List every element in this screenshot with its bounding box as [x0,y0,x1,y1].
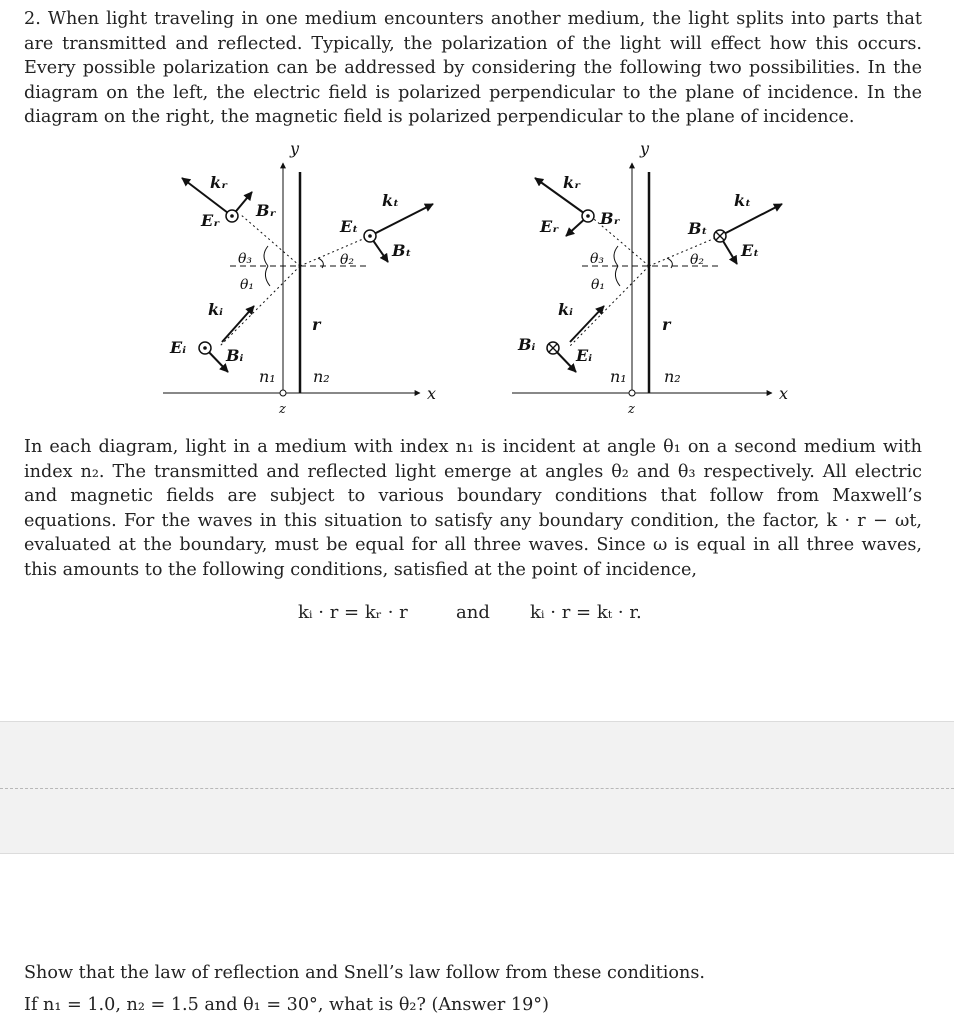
transmitted-ray-left [300,236,370,266]
k-t-arrow-left [370,204,433,236]
label-r-left: r [312,315,321,334]
label-b-r-left: Bᵣ [256,201,277,220]
label-k-t-left: kₜ [382,191,400,210]
label-k-r-left: kᵣ [210,173,228,192]
problem-intro: 2. When light traveling in one medium encounters another medium, the light splits into parts that are transmitted and reflected. Typically, the polarization of the light will effect how this occurs. Every possible polarization can be addressed by considering the following two possibilities. In the diagram on the left, the electric field is polarized perpendicular to the plane of incidence. In the diagram on the right, the magnetic field is polarized perpendicular to the plane of incidence. [24,9,922,128]
label-n1-right: n₁ [610,367,627,386]
origin-point-left [280,390,286,396]
theta1-arc-left [265,266,270,286]
k-i-arrow-left [222,306,254,342]
question-theta2: If n₁ = 1.0, n₂ = 1.5 and θ₁ = 30°, what is θ₂? (Answer 19°) [24,995,549,1015]
label-b-i-right: Bᵢ [518,335,536,354]
equation-reflection: kᵢ · r = kᵣ · r [298,602,408,623]
theta3-arc-left [264,246,268,266]
label-z-right: z [628,402,635,417]
label-z-left: z [279,402,286,417]
label-k-i-left: kᵢ [208,300,223,319]
polarization-diagrams [0,130,954,430]
k-i-arrow-right [570,306,604,342]
label-e-r-right: Eᵣ [540,217,559,236]
incident-ray-right [570,266,649,346]
label-e-i-left: Eᵢ [170,338,187,357]
label-theta1-right: θ₁ [591,277,606,293]
label-e-i-right: Eᵢ [576,346,593,365]
label-b-t-right: Bₜ [688,219,708,238]
answer-area-bottom[interactable] [0,789,954,854]
label-theta1-left: θ₁ [240,277,255,293]
question-show-laws: Show that the law of reflection and Snell’s law follow from these conditions. [24,963,705,983]
label-theta2-left: θ₂ [340,252,355,268]
label-b-t-left: Bₜ [392,241,412,260]
label-n2-right: n₂ [664,367,681,386]
label-e-t-right: Eₜ [741,241,760,260]
diagram-left-labels [169,139,436,417]
label-e-r-left: Eᵣ [201,211,220,230]
answer-area-top[interactable] [0,721,954,790]
theta3-arc-right [614,246,618,266]
incident-ray-left [220,266,300,346]
label-r-right: r [662,315,671,334]
label-y-left: y [290,139,300,158]
label-k-i-right: kᵢ [558,300,573,319]
label-b-i-left: Bᵢ [226,346,244,365]
label-theta2-right: θ₂ [690,252,705,268]
label-n2-left: n₂ [313,367,330,386]
problem-body: In each diagram, light in a medium with index n₁ is incident at angle θ₁ on a second medium with index n₂. The transmitted and reflected light emerge at angles θ₂ and θ₃ respectively. All electric and magnetic fields are subject to various boundary conditions that follow from Maxwell’s equations. For the waves in this situation to satisfy any boundary condition, the factor, k · r − ωt, evaluated at the boundary, must be equal for all three waves. Since ω is equal in all three waves, this amounts to the following conditions, satisfied at the point of incidence, [24,437,922,580]
label-y-right: y [640,139,650,158]
label-theta3-right: θ₃ [590,251,605,267]
label-x-left: x [427,384,437,403]
label-e-t-left: Eₜ [340,217,359,236]
transmitted-ray-right [649,236,720,266]
label-n1-left: n₁ [259,367,276,386]
label-k-t-right: kₜ [734,191,752,210]
label-b-r-right: Bᵣ [600,209,621,228]
label-k-r-right: kᵣ [563,173,581,192]
label-x-right: x [779,384,789,403]
equation-joiner: and [456,602,490,623]
label-theta3-left: θ₃ [238,251,253,267]
origin-point-right [629,390,635,396]
theta1-arc-right [615,266,620,286]
equation-transmission: kᵢ · r = kₜ · r. [530,602,642,623]
diagram-right-labels [517,139,788,417]
